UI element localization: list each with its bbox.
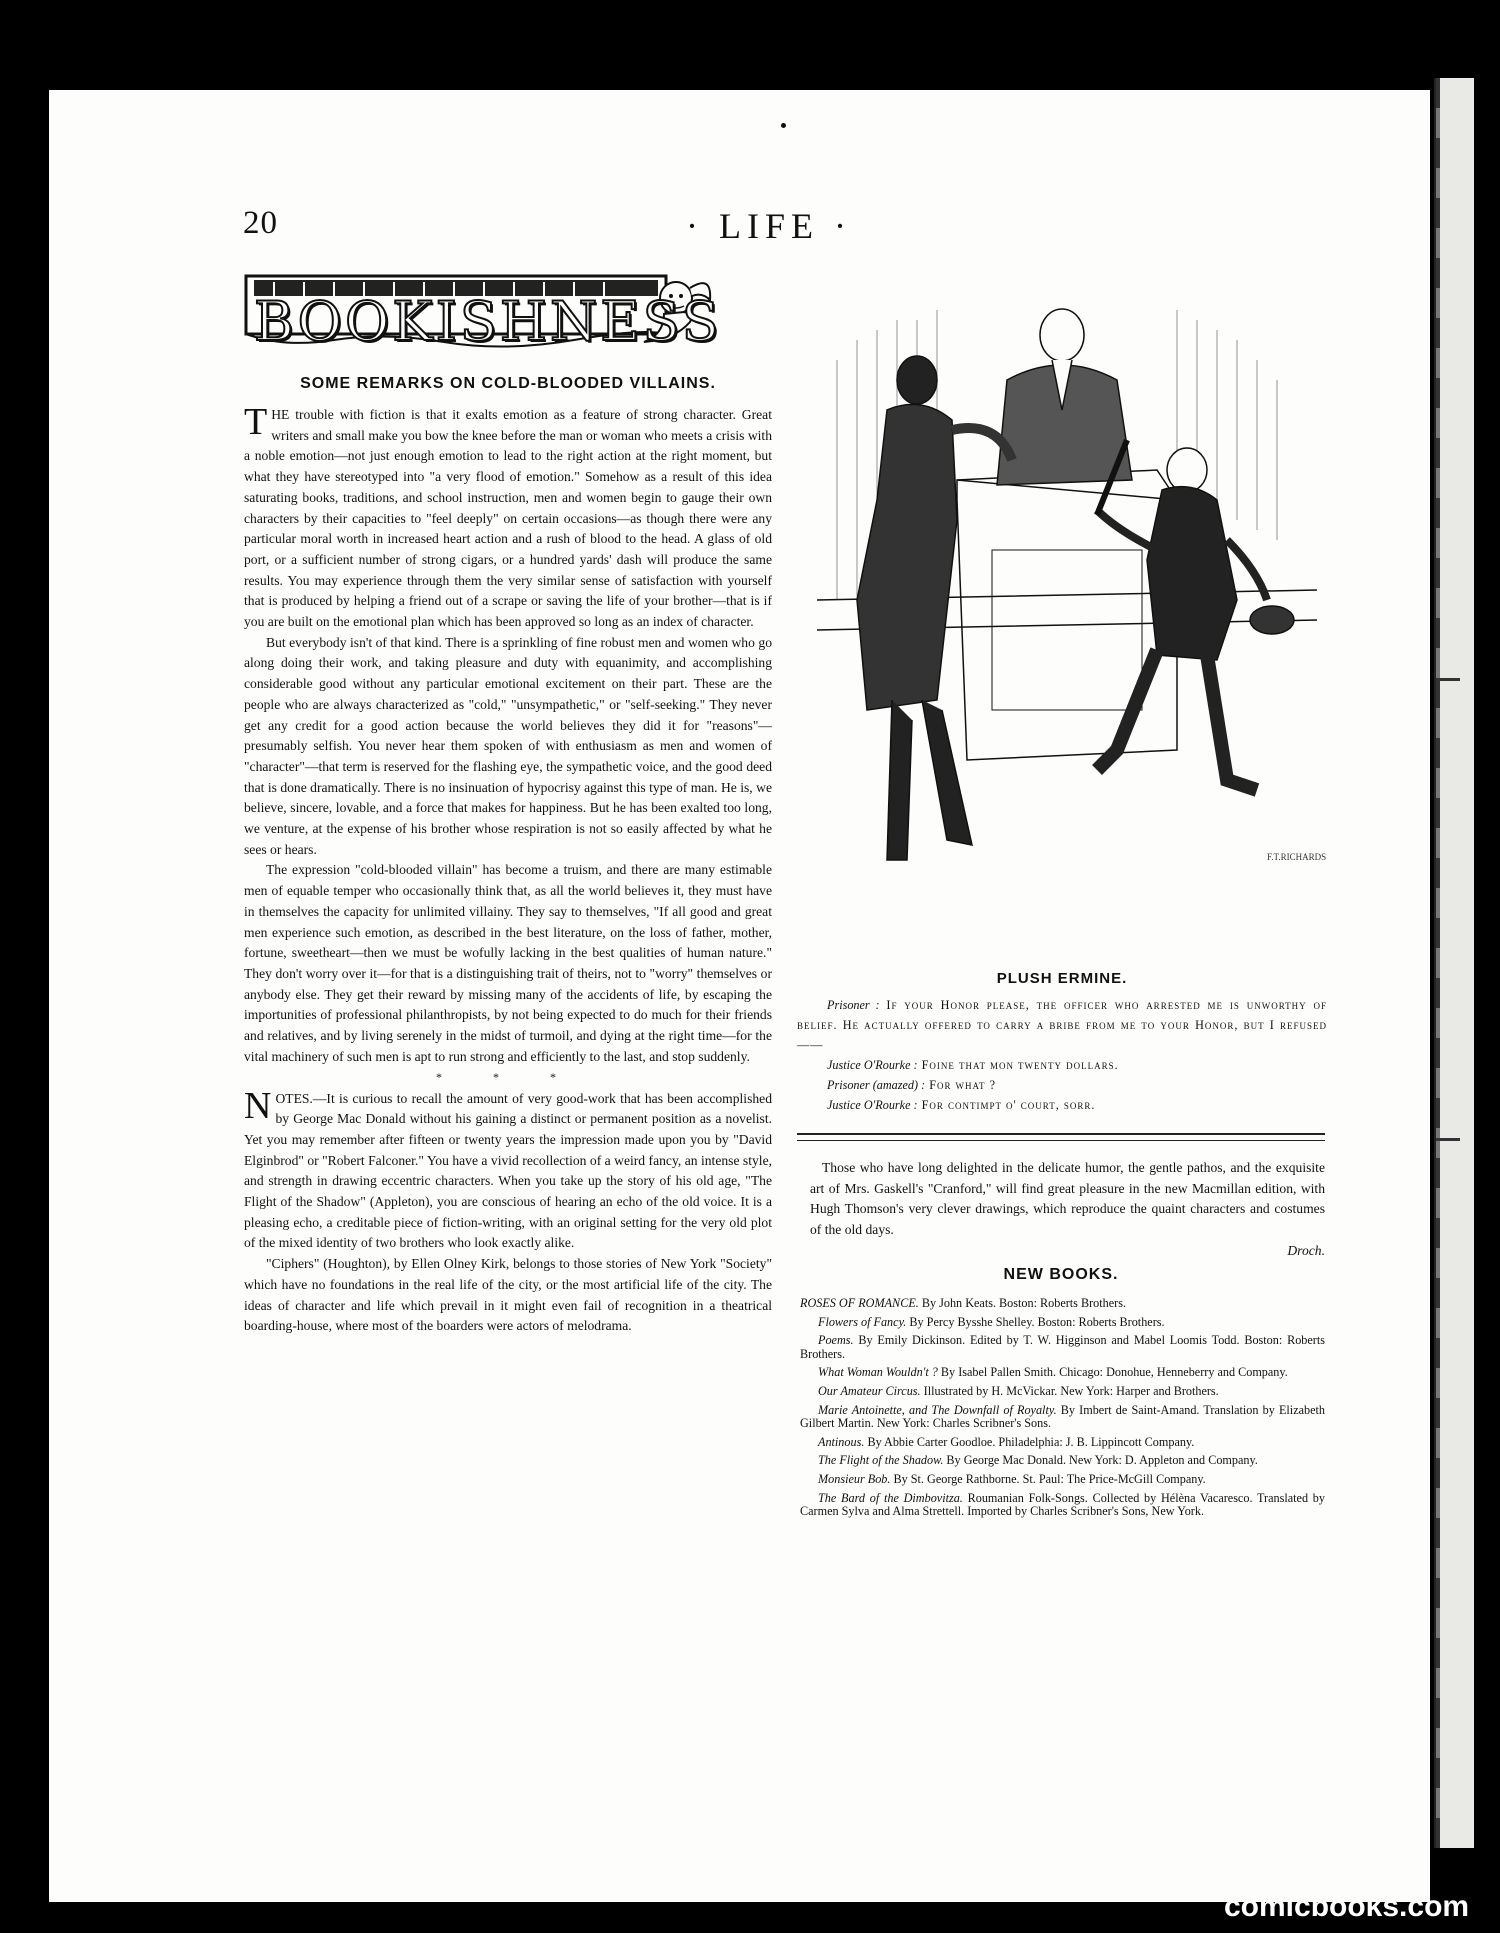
book-entry: The Bard of the Dimbovitza. Roumanian Folk-Songs. Collected by Hélèna Vacaresco. Translated by Carmen Sylva and Alma Strettell. Imported by Charles Scribner's Sons, New York. — [800, 1490, 1325, 1519]
masthead-title: · LIFE · — [686, 206, 852, 246]
print-dot — [781, 123, 786, 128]
notes-paragraph: "Ciphers" (Houghton), by Ellen Olney Kirk, belongs to those stories of New York "Society" which have no foundations in the real life of the city, or the most artificial life of the city. The ideas of character and life which prevail in it might even fail of recognition in a theatrical boarding-house, where most of the boarders were actors of melodrama. — [244, 1256, 772, 1334]
double-rule-divider — [797, 1133, 1325, 1141]
article-paragraph: The expression "cold-blooded villain" has become a truism, and there are many estimable men of equable temper who occasionally think that, as all the world believes it, they must have in themselves the capacity for unlimited villainy. They say to themselves, "If all good and great men experience such emotion, as described in the best literature, on the loss of father, mother, fortune, sweetheart—then we must be wofully lacking in the best qualities of human nature." They don't worry over it—for that is a distinguishing trait of theirs, not to "worry" themselves or anybody else. They get their reward by missing many of the accidents of life, by escaping the importunities of professional philanthropists, by not being expected to do much for their friends and relatives, and by living serenely in the midst of turmoil, and dying at the right time—for the vital machinery of such men is apt to run strong and efficiently to the last, and stop suddenly. — [244, 862, 772, 1064]
binding-stitch — [1436, 678, 1460, 681]
facing-page-edge — [1434, 78, 1474, 1848]
book-entry: Our Amateur Circus. Illustrated by H. McVickar. New York: Harper and Brothers. — [818, 1383, 1219, 1398]
book-entry: Poems. By Emily Dickinson. Edited by T. W. Higginson and Mabel Loomis Todd. Boston: Roberts Brothers. — [800, 1333, 1325, 1361]
notes-paragraph: NOTES.—It is curious to recall the amount of very good-work that has been accomplished by George Mac Donald without his gaining a distinct or permanent position as a novelist. Yet you may remember after fifteen or twenty years the impression made upon you by "David Elginbrod" or "Robert Falconer." You have a vivid recollection of a weird fancy, an intense style, and strength in drawing eccentric characters. When you take up the story of his old age, "The Flight of the Shadow" (Appleton), you are conscious of hearing an echo of the old voice. It is a pleasing echo, a creditable piece of fiction-writing, with an original setting for the very old plot of the mixed identity of two brothers who look exactly alike. — [244, 1084, 772, 1251]
book-entry: The Flight of the Shadow. By George Mac Donald. New York: D. Appleton and Company. — [818, 1453, 1258, 1468]
page-number: 20 — [243, 205, 278, 241]
article-column — [244, 375, 772, 1337]
dialogue-line: Prisoner : If your Honor please, the officer who arrested me is unworthy of belief. He actually offered to carry a bribe from me to your Honor, but I refused—— — [797, 998, 1328, 1052]
binding-spine — [1436, 78, 1440, 1848]
review-signature: Droch. — [1287, 1242, 1325, 1258]
book-entry: Marie Antoinette, and The Downfall of Royalty. By Imbert de Saint-Amand. Translation by Elizabeth Gilbert Martin. New York: Charles Scribner's Sons. — [800, 1402, 1325, 1431]
article-paragraph: THE trouble with fiction is that it exalts emotion as a feature of strong character. Great writers and small make you bow the knee before the man or woman who meets a crisis with a noble emotion—not just enough emotion to lead to the right action at the right moment, but what they have stereotyped into "a very flood of emotion." Somehow as a result of this idea saturating books, traditions, and school instruction, men and women begin to gauge their own characters by their capacities to "feel deeply" on certain occasions—as though there were any particular moral worth in increased heart action and a rush of blood to the head. A glass of old port, or a sufficient number of strong cigars, or a hundred yards' dash will produce the same results. You may experience through them the very similar sense of satisfaction with yourself that is produced by helping a friend out of a scrape or saving the life of your brother—that is if you are built on the emotional plan which has been approved so long as an index of character. — [244, 401, 772, 630]
cranford-review — [810, 1158, 1325, 1262]
binding-stitch — [1436, 1138, 1460, 1141]
banner-title: BOOKISHNESS — [254, 290, 722, 353]
drop-cap: T — [244, 401, 268, 443]
bookishness-banner — [244, 270, 722, 354]
article-paragraph: But everybody isn't of that kind. There is a sprinkling of fine robust men and women who go along doing their work, and taking pleasure and duty with equanimity, and accomplishing considerable good without any particular emotional excitement on their part. These are the people who are always characterized as "cold," "unsympathetic," or "self-seeking." They never get any credit for a good action because the world believes they did it for "reasons"—presumably selfish. You never hear them spoken of with enthusiasm as men and women of "character"—that term is reserved for the flashing eye, the sympathetic voice, and the good deed that is done dramatically. There is no insinuation of hypocrisy against this type of man. He is, we believe, sincere, lovable, and a force that makes for happiness. But he has been exalted too long, we venture, at the expense of his brother whose respiration is not so easily affected by what he sees or hears. — [244, 634, 772, 857]
artist-signature: F.T.RICHARDS — [1267, 852, 1327, 862]
site-watermark: comicbooks.com — [1224, 1890, 1470, 1923]
courtroom-illustration — [797, 300, 1327, 950]
review-text: Those who have long delighted in the delicate humor, the gentle pathos, and the exquisite art of Mrs. Gaskell's "Cranford," will find great pleasure in the new Macmillan edition, with Hugh Thomson's very clever drawings, which reproduce the quaint characters and costumes of the old days. — [810, 1160, 1325, 1238]
dialogue-line: Justice O'Rourke : Foine that mon twenty dollars. — [827, 1058, 1119, 1072]
new-books-list — [800, 1297, 1325, 1524]
illustration-caption — [797, 970, 1327, 1115]
section-divider: * * * — [436, 1069, 580, 1084]
new-books-heading: NEW BOOKS. — [1003, 1266, 1119, 1283]
dialogue-line: Prisoner (amazed) : For what ? — [827, 1078, 996, 1092]
book-entry: Flowers of Fancy. By Percy Bysshe Shelley. Boston: Roberts Brothers. — [818, 1314, 1165, 1329]
caption-title: PLUSH ERMINE. — [996, 970, 1128, 987]
article-headline: SOME REMARKS ON COLD-BLOODED VILLAINS. — [300, 375, 716, 392]
book-entry: What Woman Wouldn't ? By Isabel Pallen Smith. Chicago: Donohue, Henneberry and Company. — [818, 1365, 1288, 1380]
drop-cap: N — [244, 1084, 272, 1127]
book-entry: Antinous. By Abbie Carter Goodloe. Philadelphia: J. B. Lippincott Company. — [818, 1434, 1195, 1449]
book-entry: Monsieur Bob. By St. George Rathborne. St. Paul: The Price-McGill Company. — [818, 1471, 1206, 1486]
dialogue-line: Justice O'Rourke : For contimpt o' court, sorr. — [827, 1098, 1096, 1112]
courtroom-drawing — [797, 300, 1327, 950]
book-entry: ROSES OF ROMANCE. By John Keats. Boston: Roberts Brothers. — [800, 1296, 1126, 1310]
